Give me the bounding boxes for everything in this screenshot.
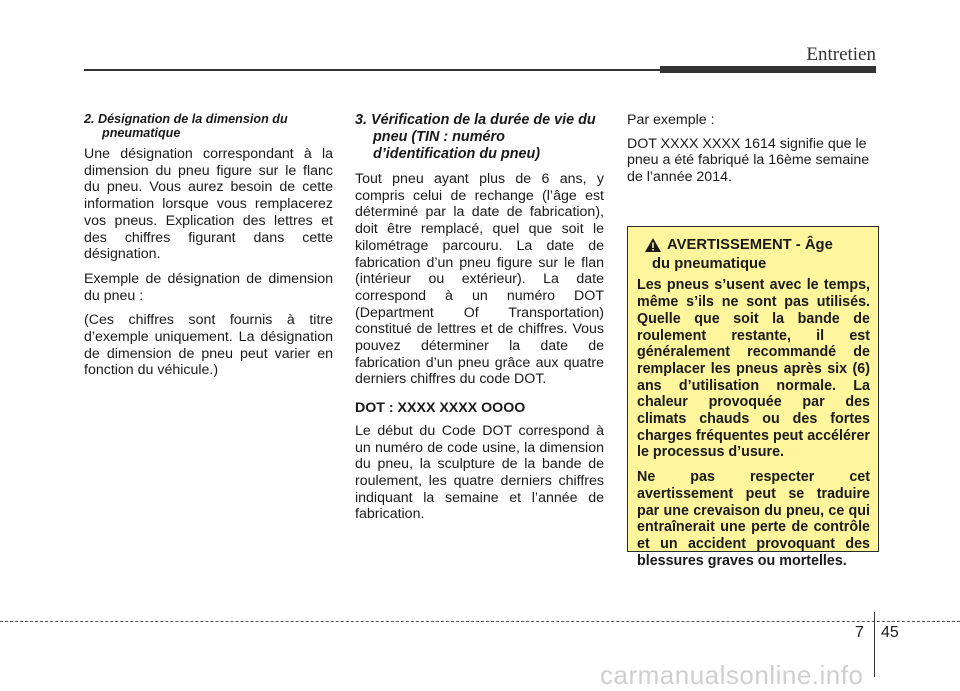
paragraph: (Ces chiffres sont fournis à titre d’exemple uniquement. La désignation de dimension de pneu peut varier en fonction du véhicule.) bbox=[84, 312, 333, 379]
section-heading-tire-size bbox=[84, 112, 333, 140]
page-number-separator bbox=[874, 612, 875, 677]
warning-title-line-1: AVERTISSEMENT - Âge bbox=[667, 237, 833, 253]
column-middle bbox=[355, 112, 604, 531]
warning-title-line-2: du pneumatique bbox=[652, 255, 767, 272]
paragraph: Par exemple : bbox=[627, 112, 715, 128]
heading-line-1: Désignation de la dimension du bbox=[98, 112, 288, 126]
warning-triangle-icon bbox=[644, 237, 662, 253]
column-right bbox=[627, 112, 879, 193]
heading-number: 2. bbox=[84, 112, 95, 126]
paragraph: Une désignation correspondant à la dimension du pneu figure sur le flanc du pneu. Vous aurez besoin de cette information lorsque vous remplacerez vos pneus. Explication des lettres et des chiffres figurant dans cette désignation. bbox=[84, 146, 333, 263]
paragraph: Exemple de désignation de dimension du pneu : bbox=[84, 270, 333, 304]
dot-code-label: DOT : XXXX XXXX OOOO bbox=[355, 400, 526, 417]
column-left bbox=[84, 112, 333, 387]
paragraph: Le début du Code DOT correspond à un numéro de code usine, la dimension du pneu, la sculpture de la bande de roulement, les quatre derniers chiffres indiquant la semaine et l’année de fabrication. bbox=[355, 422, 604, 523]
watermark: carmanualsonline.info bbox=[600, 660, 864, 690]
warning-title bbox=[652, 237, 833, 272]
warning-header bbox=[637, 237, 870, 272]
paragraph: DOT XXXX XXXX 1614 signifie que le pneu a été fabriqué la 16ème semaine de l’année 2014. bbox=[627, 135, 870, 186]
header-rule bbox=[84, 69, 664, 71]
page-number: 45 bbox=[881, 624, 899, 641]
warning-box bbox=[627, 226, 879, 569]
paragraph: Tout pneu ayant plus de 6 ans, y compris celui de rechange (l’âge est déterminé par la date de fabrication), doit être remplacé, quel que soit le kilométrage parcouru. La date de fabrication d’un pneu figure sur le flan (intérieur ou extérieur). La date correspond à un numéro DOT (Department Of Transportation) constitué de lettres et de chiffres. Vous pouvez déterminer la date de fabrication d’un pneu grâce aux quatre derniers chiffres du code DOT. bbox=[355, 171, 604, 388]
section-heading-tire-age: 3. Vérification de la durée de vie du pneu (TIN : numéro d’identification du pneu) bbox=[355, 112, 596, 162]
footer-rule bbox=[0, 621, 960, 622]
heading-line-2: pneumatique bbox=[102, 126, 181, 140]
header-rule-accent bbox=[660, 66, 876, 73]
warning-paragraph: Les pneus s’usent avec le temps, même s’ils ne sont pas utilisés. Quelle que soit la bande de roulement restante, il est généralement recommandé de remplacer les pneus après six (6) ans d’utilisation normale. La chaleur provoquée par des climats chauds ou des fortes charges fréquentes peut accélérer le processus d’usure. bbox=[637, 277, 870, 461]
page-header-title: Entretien bbox=[806, 44, 876, 65]
chapter-number: 7 bbox=[855, 624, 864, 641]
warning-paragraph: Ne pas respecter cet avertissement peut se traduire par une crevaison du pneu, ce qui entraînerait une perte de contrôle et un accident provoquant des blessures graves ou mortelles. bbox=[637, 469, 870, 569]
